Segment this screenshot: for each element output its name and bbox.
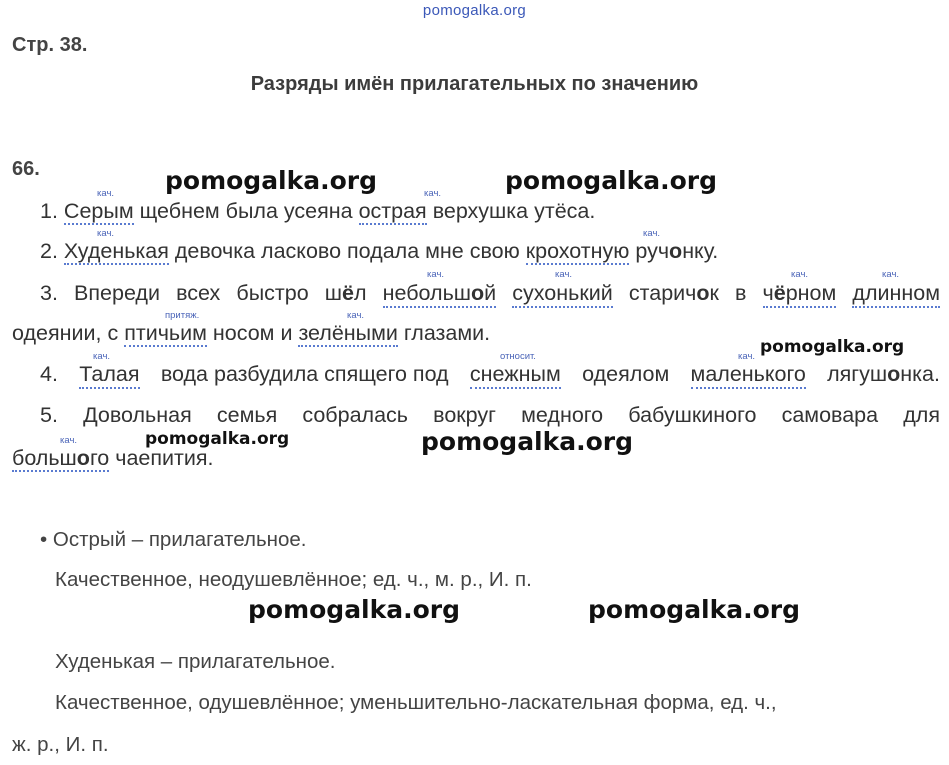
exercise-number: 66.	[12, 158, 40, 180]
sentence-2	[40, 239, 718, 264]
underlined-adjective: острая	[358, 199, 427, 223]
stressed-vowel: о	[887, 362, 901, 386]
sentence-number: 1.	[40, 199, 58, 223]
adjective-category-mark: притяж.	[165, 310, 200, 321]
adjective-category-mark: кач.	[738, 351, 756, 362]
sentence-text: девочка ласково подала мне свою	[174, 239, 520, 263]
sentence-1	[40, 199, 595, 224]
underlined-adjective: снежным	[470, 362, 561, 389]
sentence-4: 4. Талая вода разбудила спящего под снежным одеялом маленького лягушонка.	[40, 362, 940, 389]
analysis-item-title: • Острый – прилагательное.	[40, 528, 307, 551]
site-url: pomogalka.org	[422, 2, 527, 19]
sentence-5: 5. Довольная семья собралась вокруг медного бабушкиного самовара для	[40, 403, 940, 427]
adjective-category-mark: кач.	[555, 269, 573, 280]
underlined-adjective: маленького	[691, 362, 806, 389]
underlined-adjective: Талая	[79, 362, 139, 389]
adjective-category-mark: кач.	[60, 435, 78, 446]
adjective-category-mark: кач.	[791, 269, 809, 280]
sentence-5-continuation: большого чаепития.	[12, 446, 214, 470]
sentence-3: 3. Впереди всех быстро шёл небольшой сухонький старичок в чёрном длинном	[40, 281, 940, 308]
underlined-adjective: птичьим	[124, 321, 207, 345]
analysis-item-title: Худенькая – прилагательное.	[55, 650, 336, 673]
sentence-text: ручонку.	[635, 239, 719, 263]
adjective-category-mark: кач.	[882, 269, 900, 280]
underlined-adjective: длинном	[852, 281, 940, 308]
analysis-item-description: ж. р., И. п.	[12, 733, 109, 756]
sentence-text: щебнем была усеяна	[139, 199, 353, 223]
adjective-category-mark: кач.	[93, 351, 111, 362]
sentence-text: верхушка утёса.	[432, 199, 596, 223]
adjective-category-mark: кач.	[424, 188, 442, 199]
stressed-vowel: о	[669, 239, 683, 263]
underlined-adjective: зелёными	[298, 321, 398, 345]
watermark: pomogalka.org	[588, 595, 801, 624]
section-heading: Разряды имён прилагательных по значению	[250, 73, 699, 95]
analysis-item-description: Качественное, одушевлённое; уменьшительно-ласкательная форма, ед. ч.,	[55, 691, 777, 714]
stressed-vowel: ё	[342, 281, 354, 305]
analysis-item-description: Качественное, неодушевлённое; ед. ч., м. р., И. п.	[55, 568, 532, 591]
underlined-adjective: Серым	[63, 199, 134, 223]
underlined-adjective: крохотную	[525, 239, 630, 263]
page-label: Стр. 38.	[12, 34, 88, 56]
underlined-adjective: сухонький	[512, 281, 612, 308]
underlined-adjective: большого	[12, 446, 110, 470]
watermark: pomogalka.org	[760, 337, 905, 357]
adjective-category-mark: кач.	[427, 269, 445, 280]
watermark: pomogalka.org	[145, 429, 290, 449]
stressed-vowel: ё	[773, 281, 786, 305]
underlined-adjective: небольшой	[383, 281, 497, 308]
watermark: pomogalka.org	[248, 595, 461, 624]
sentence-number: 5.	[40, 403, 58, 427]
stressed-vowel: о	[471, 281, 485, 305]
watermark: pomogalka.org	[165, 166, 378, 195]
underlined-adjective: Худенькая	[63, 239, 169, 263]
adjective-category-mark: относит.	[500, 351, 536, 362]
sentence-number: 3.	[40, 281, 58, 305]
adjective-category-mark: кач.	[347, 310, 365, 321]
underlined-adjective: чёрном	[763, 281, 837, 308]
sentence-number: 2.	[40, 239, 58, 263]
watermark: pomogalka.org	[421, 427, 634, 456]
sentence-3-continuation: одеянии, с птичьим носом и зелёными глазами.	[12, 321, 491, 345]
adjective-category-mark: кач.	[643, 228, 661, 239]
stressed-vowel: о	[696, 281, 710, 305]
watermark: pomogalka.org	[505, 166, 718, 195]
stressed-vowel: о	[76, 446, 90, 470]
adjective-category-mark: кач.	[97, 228, 115, 239]
adjective-category-mark: кач.	[97, 188, 115, 199]
sentence-number: 4.	[40, 362, 58, 386]
